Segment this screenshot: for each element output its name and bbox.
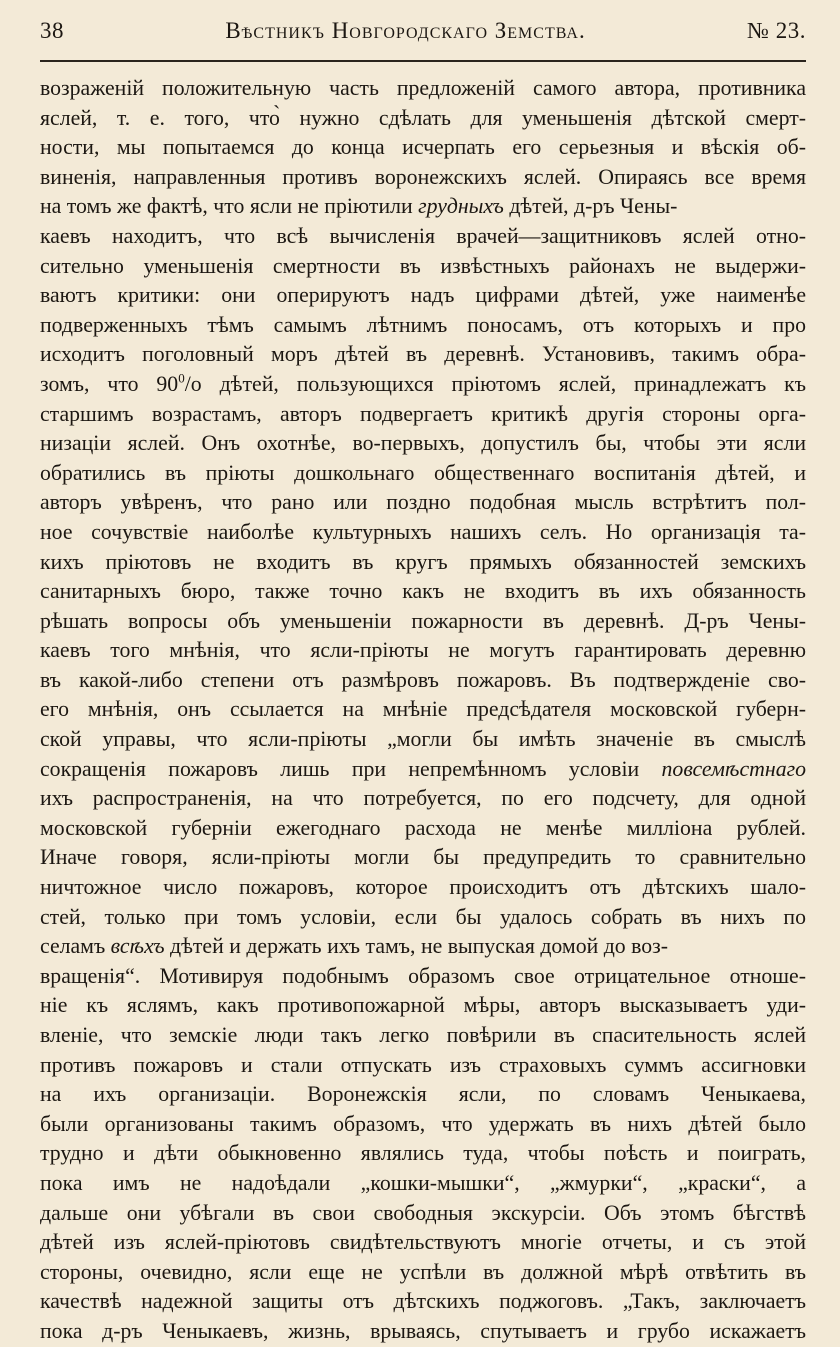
text-line <box>40 577 806 607</box>
text-line <box>40 1051 806 1081</box>
text-line <box>40 311 806 341</box>
text-line <box>40 755 806 785</box>
text-segment: каевъ того мнѣнія, что ясли-пріюты не могутъ гарантировать деревню <box>40 638 806 663</box>
text-segment: вращенія“. Мотивируя подобнымъ образомъ свое отрицательное отноше- <box>40 963 806 988</box>
text-segment: противъ пожаровъ и стали отпускать изъ страховыхъ суммъ ассигновки <box>40 1052 806 1077</box>
text-segment: кихъ пріютовъ не входитъ въ кругъ прямыхъ обязанностей земскихъ <box>40 549 806 574</box>
text-line <box>40 1317 806 1347</box>
text-segment: сокращенія пожаровъ лишь при непремѣнномъ условіи <box>40 756 662 781</box>
text-segment: селамъ <box>40 934 111 959</box>
text-line <box>40 518 806 548</box>
text-segment: Иначе говоря, ясли-пріюты могли бы предупредить то сравнительно <box>40 845 806 870</box>
text-segment: сительно уменьшенія смертности въ извѣстныхъ районахъ не выдержи- <box>40 253 806 278</box>
text-line <box>40 1080 806 1110</box>
text-segment: дальше они убѣгали въ свои свободныя экскурсіи. Объ этомъ бѣгствѣ <box>40 1200 806 1225</box>
text-line <box>40 962 806 992</box>
text-line <box>40 104 806 134</box>
text-line <box>40 695 806 725</box>
text-segment: трудно и дѣти обыкновенно являлись туда, чтобы поѣсть и поиграть, <box>40 1141 806 1166</box>
text-line <box>40 607 806 637</box>
italic-text: повсемѣстнаго <box>661 756 806 781</box>
superscript-text: 0 <box>178 370 185 386</box>
text-segment: авторъ увѣренъ, что рано или поздно подобная мысль встрѣтитъ пол- <box>40 490 806 515</box>
page-number: 38 <box>40 18 64 43</box>
text-segment: возраженій положительную часть предложеній самого автора, противника <box>40 76 806 100</box>
text-segment: /о дѣтей, пользующихся пріютомъ яслей, принадлежатъ къ <box>184 371 806 396</box>
text-line <box>40 991 806 1021</box>
text-line <box>40 1169 806 1199</box>
text-segment: были организованы такимъ образомъ, что удержать въ нихъ дѣтей было <box>40 1111 806 1136</box>
text-line <box>40 725 806 755</box>
text-segment: виненія, направленныя противъ воронежскихъ яслей. Опираясь все время <box>40 164 806 189</box>
text-segment: дѣтей изъ яслей-пріютовъ свидѣтельствуютъ многіе отчеты, и съ этой <box>40 1230 806 1255</box>
text-line <box>40 340 806 370</box>
text-segment: ничтожное число пожаровъ, которое происходитъ отъ дѣтскихъ шало- <box>40 875 806 900</box>
text-segment: старшимъ возрастамъ, авторъ подвергаетъ критикѣ другія стороны орга- <box>40 401 806 426</box>
text-line <box>40 1228 806 1258</box>
text-segment: дѣтей и держать ихъ тамъ, не выпуская домой до воз- <box>164 934 669 959</box>
text-segment: рѣшать вопросы объ уменьшеніи пожарности въ деревнѣ. Д-ръ Чены- <box>40 608 806 633</box>
text-segment: обратились въ пріюты дошкольнаго общественнаго воспитанія дѣтей, и <box>40 460 806 485</box>
text-segment: исходитъ поголовный моръ дѣтей въ деревнѣ. Установивъ, такимъ обра- <box>40 342 806 367</box>
text-line <box>40 370 806 400</box>
text-segment: пока д-ръ Ченыкаевъ, жизнь, врываясь, спутываетъ и грубо искажаетъ <box>40 1318 806 1343</box>
text-segment: стей, только при томъ условіи, если бы удалось собрать въ нихъ по <box>40 904 806 929</box>
text-segment: каевъ находитъ, что всѣ вычисленія врачей—защитниковъ яслей отно- <box>40 223 806 248</box>
text-line <box>40 636 806 666</box>
text-segment: пока имъ не надоѣдали „кошки-мышки“, „жмурки“, „краски“, а <box>40 1170 806 1195</box>
text-line <box>40 548 806 578</box>
running-header <box>40 18 806 52</box>
text-line <box>40 252 806 282</box>
text-segment: стороны, очевидно, ясли еще не успѣли въ должной мѣрѣ отвѣтить въ <box>40 1259 806 1284</box>
text-segment: на томъ же фактѣ, что ясли не пріютили <box>40 194 419 219</box>
text-line <box>40 1258 806 1288</box>
text-line <box>40 1139 806 1169</box>
italic-text: грудныхъ <box>418 194 504 219</box>
journal-title: Вѣстникъ Новгородскаго Земства. <box>225 18 586 43</box>
text-line <box>40 784 806 814</box>
article-body <box>40 74 806 1347</box>
text-line <box>40 843 806 873</box>
text-segment: низаціи яслей. Онъ охотнѣе, во-первыхъ, допустилъ бы, чтобы эти ясли <box>40 431 806 456</box>
text-segment: ваютъ критики: они оперируютъ надъ цифрами дѣтей, уже наименѣе <box>40 283 806 308</box>
text-line <box>40 222 806 252</box>
text-segment: ской управы, что ясли-пріюты „могли бы имѣть значеніе въ смыслѣ <box>40 727 806 752</box>
text-line <box>40 133 806 163</box>
text-line <box>40 429 806 459</box>
text-line <box>40 1199 806 1229</box>
header-rule <box>40 60 806 62</box>
text-line <box>40 814 806 844</box>
text-segment: московской губерніи ежегоднаго расхода не менѣе милліона рублей. <box>40 815 806 840</box>
text-line <box>40 192 806 222</box>
text-line <box>40 903 806 933</box>
text-line <box>40 281 806 311</box>
text-line <box>40 459 806 489</box>
text-line <box>40 873 806 903</box>
text-segment: въ какой-либо степени отъ размѣровъ пожаровъ. Въ подтвержденіе сво- <box>40 667 806 692</box>
text-segment: дѣтей, д-ръ Чены- <box>503 194 678 219</box>
text-line <box>40 932 806 962</box>
text-segment: вленіе, что земскіе люди такъ легко повѣрили въ спасительность яслей <box>40 1023 806 1047</box>
text-line <box>40 666 806 696</box>
italic-text: всѣхъ <box>110 934 165 959</box>
text-line <box>40 74 806 104</box>
issue-number: № 23. <box>747 18 806 43</box>
text-segment: его мнѣнія, онъ ссылается на мнѣніе предсѣдателя московской губерн- <box>40 697 806 722</box>
text-segment: ихъ распространенія, на что потребуется, по его подсчету, для одной <box>40 786 806 811</box>
text-segment: качествѣ надежной защиты отъ дѣтскихъ поджоговъ. „Такъ, заключаетъ <box>40 1289 806 1314</box>
text-segment: подверженныхъ тѣмъ самымъ лѣтнимъ поносамъ, отъ которыхъ и про <box>40 312 806 337</box>
text-segment: на ихъ организаціи. Воронежскія ясли, по словамъ Ченыкаева, <box>40 1082 806 1107</box>
text-segment: зомъ, что 90 <box>40 371 179 396</box>
text-segment: санитарныхъ бюро, также точно какъ не входитъ въ ихъ обязанность <box>40 579 806 604</box>
text-line <box>40 163 806 193</box>
text-line <box>40 1110 806 1140</box>
text-segment: ности, мы попытаемся до конца исчерпать его серьезныя и вѣскія об- <box>40 135 806 160</box>
text-line <box>40 488 806 518</box>
text-line <box>40 400 806 430</box>
text-segment: яслей, т. е. того, что̀ нужно сдѣлать для уменьшенія дѣтской смерт- <box>40 105 806 130</box>
text-segment: ніе къ яслямъ, какъ противопожарной мѣры, авторъ высказываетъ уди- <box>40 993 806 1018</box>
text-segment: ное сочувствіе наиболѣе культурныхъ нашихъ селъ. Но организація та- <box>40 519 806 544</box>
text-line <box>40 1021 806 1051</box>
text-line <box>40 1287 806 1317</box>
